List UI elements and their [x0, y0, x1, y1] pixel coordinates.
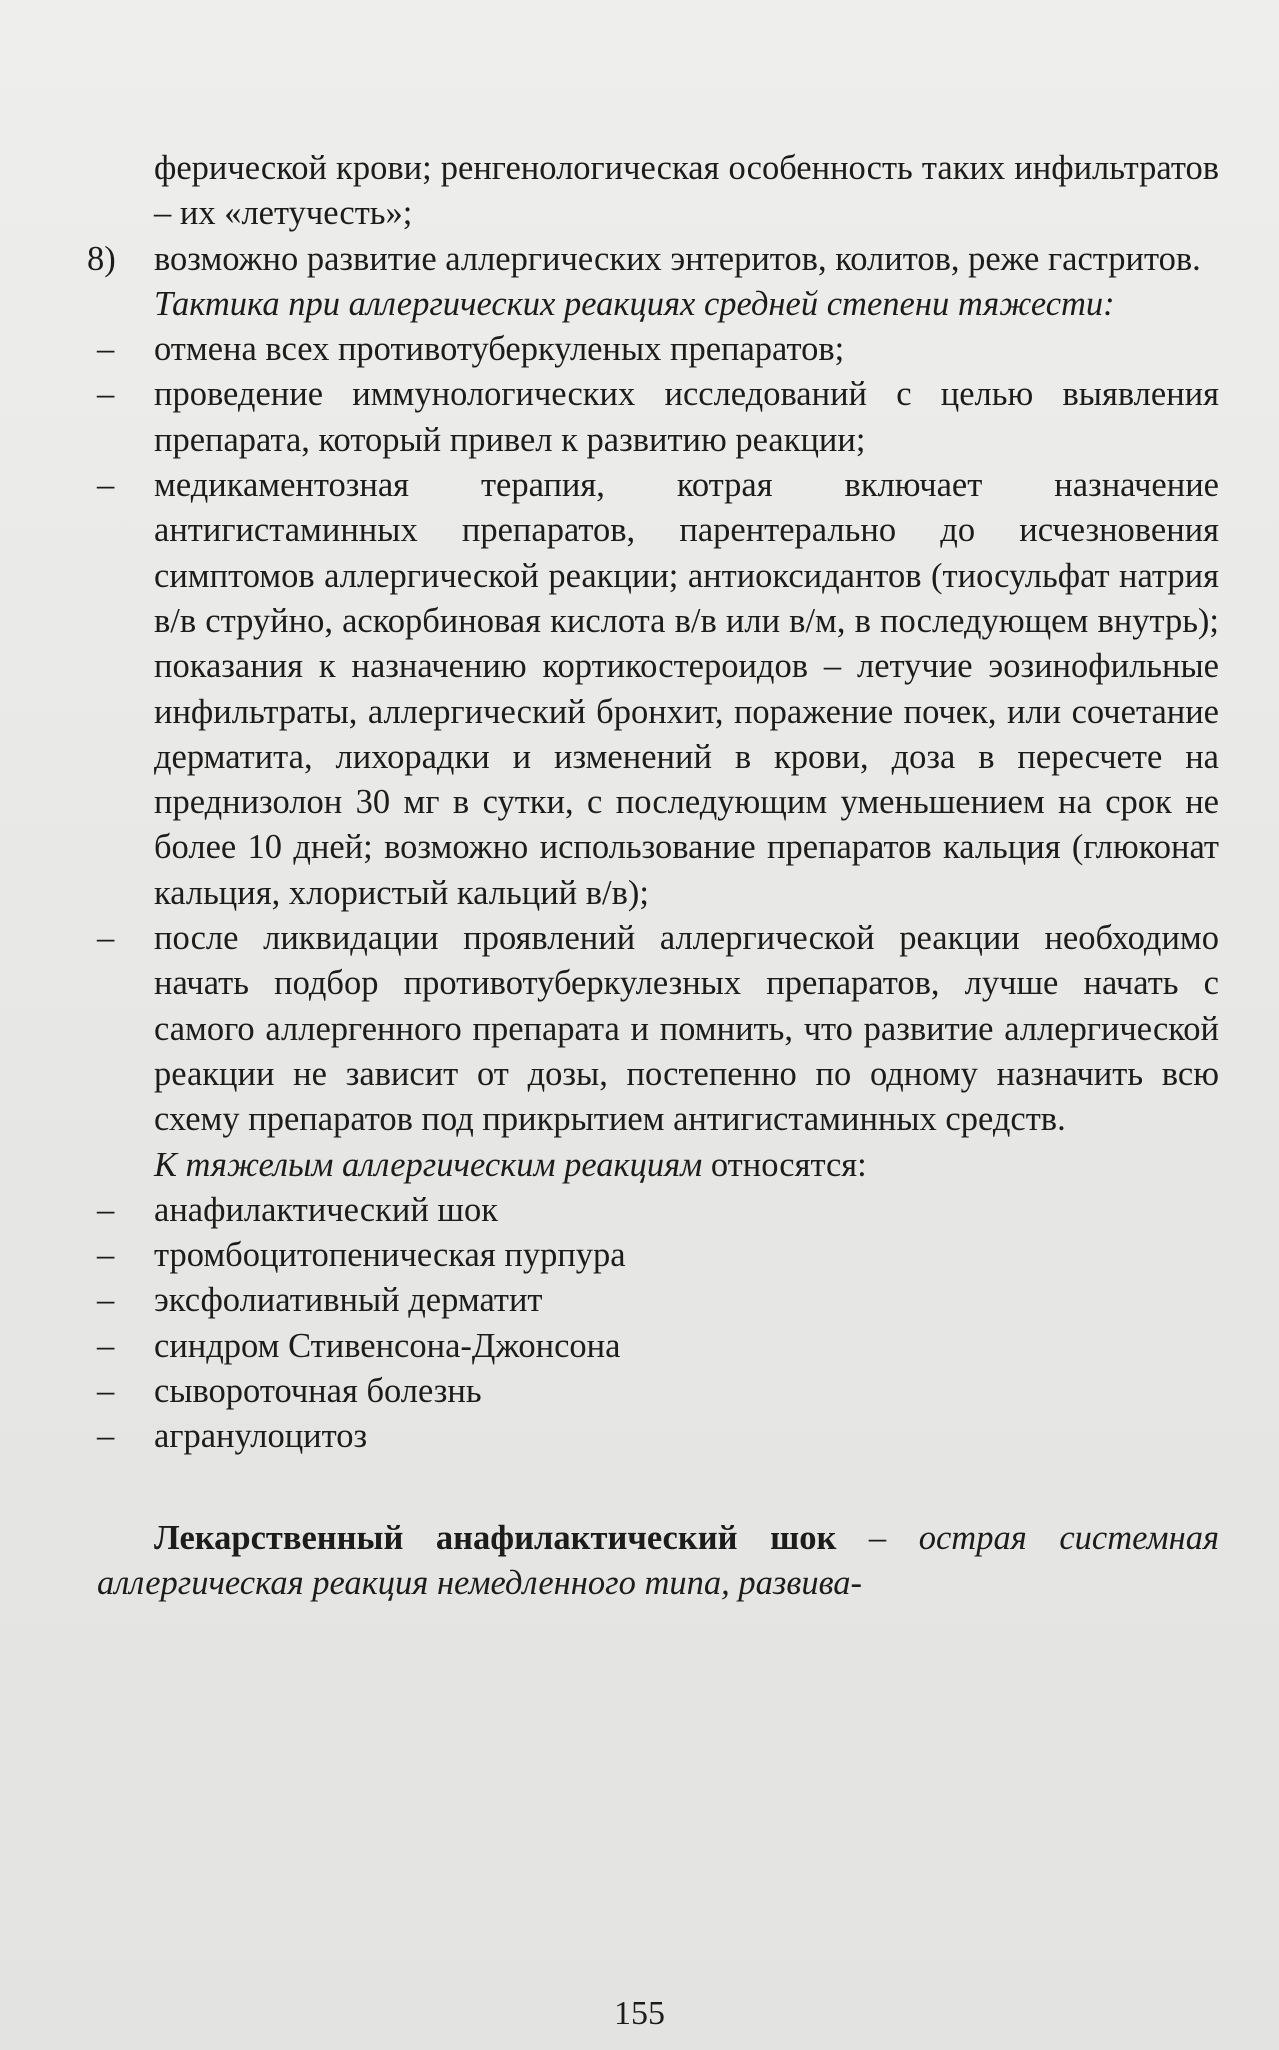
list-item-text: синдром Стивенсона-Джонсона [154, 1326, 621, 1365]
severe-reactions-intro [97, 1143, 1219, 1188]
list-item-8 [87, 237, 1219, 282]
paragraph-text: ферической крови; ренгенологическая особенность таких инфильтратов – их «летучесть»; [154, 149, 1219, 233]
paragraph-text: отмена всех противотуберкуленых препаратов; [154, 330, 845, 369]
list-item-text: агранулоцитоз [154, 1417, 368, 1456]
list-item-text: анафилактический шок [154, 1190, 499, 1229]
tactic-item-1 [97, 327, 1219, 372]
list-item-text: тромбоцитопеническая пурпура [154, 1236, 626, 1275]
paragraph-text: проведение иммунологических исследований с целью выявления препарата, который привел к развитию реакции; [154, 375, 1219, 459]
severe-item-1 [97, 1188, 1219, 1233]
severe-item-5 [97, 1369, 1219, 1414]
paragraph-text: медикаментозная терапия, котрая включает назначение антигистаминных препаратов, парентерально до исчезновения симптомов аллергической реакции; антиоксидантов (тиосульфат натрия в/в струйно, аскорбиновая кислота в/в или в/м, в последующем внутрь); показания к назначению кортикостероидов – летучие эозинофильные инфильтраты, аллергический бронхит, поражение почек, или сочетание дерматита, лихорадки и изменений в крови, доза в пересчете на преднизолон 30 мг в сутки, с последующим уменьшением на срок не более 10 дней; возможно использование препаратов кальция (глюконат кальция, хлористый кальций в/в); [154, 466, 1219, 912]
tactic-item-3 [97, 463, 1219, 916]
page-number: 155 [614, 1995, 665, 2032]
dash-marker: – [97, 330, 115, 369]
dash-marker: – [97, 1281, 115, 1320]
dash-marker: – [97, 375, 115, 414]
tactic-item-4 [97, 916, 1219, 1142]
anaphylactic-shock-definition [97, 1516, 1219, 1607]
dash-marker: – [97, 466, 115, 505]
page-body [87, 146, 1219, 1606]
list-number: 8) [87, 239, 116, 278]
severe-item-2 [97, 1233, 1219, 1278]
dash-marker: – [97, 1417, 115, 1456]
dash-marker: – [97, 1236, 115, 1275]
term-bold: Лекарственный анафилактический шок [154, 1518, 837, 1557]
dash-marker: – [97, 1372, 115, 1411]
paragraph-text: возможно развитие аллергических энтеритов, колитов, реже гастритов. [154, 239, 1201, 278]
definition-italic: – острая системная аллергическая реакция немедленного типа, развива- [97, 1518, 1219, 1602]
tactic-item-2 [97, 372, 1219, 463]
section-gap [97, 1460, 1219, 1516]
tactics-heading: Тактика при аллергических реакциях средней степени тяжести: [154, 284, 1115, 323]
paragraph-text: относятся: [702, 1145, 867, 1184]
dash-marker: – [97, 1190, 115, 1229]
dash-marker: – [97, 1326, 115, 1365]
list-item-text: сывороточная болезнь [154, 1372, 482, 1411]
severe-item-3 [97, 1278, 1219, 1323]
list-item-text: эксфолиативный дерматит [154, 1281, 543, 1320]
italic-phrase: К тяжелым аллергическим реакциям [154, 1145, 703, 1184]
severe-item-6 [97, 1414, 1219, 1459]
list-item-7-continuation [97, 146, 1219, 237]
paragraph-text: после ликвидации проявлений аллергической реакции необходимо начать подбор противотуберкулезных препаратов, лучше начать с самого аллергенного препарата и помнить, что развитие аллергической реакции не зависит от дозы, постепенно по одному назначить всю схему препаратов под прикрытием антигистаминных средств. [154, 919, 1219, 1139]
severe-item-4 [97, 1324, 1219, 1369]
dash-marker: – [97, 919, 115, 958]
